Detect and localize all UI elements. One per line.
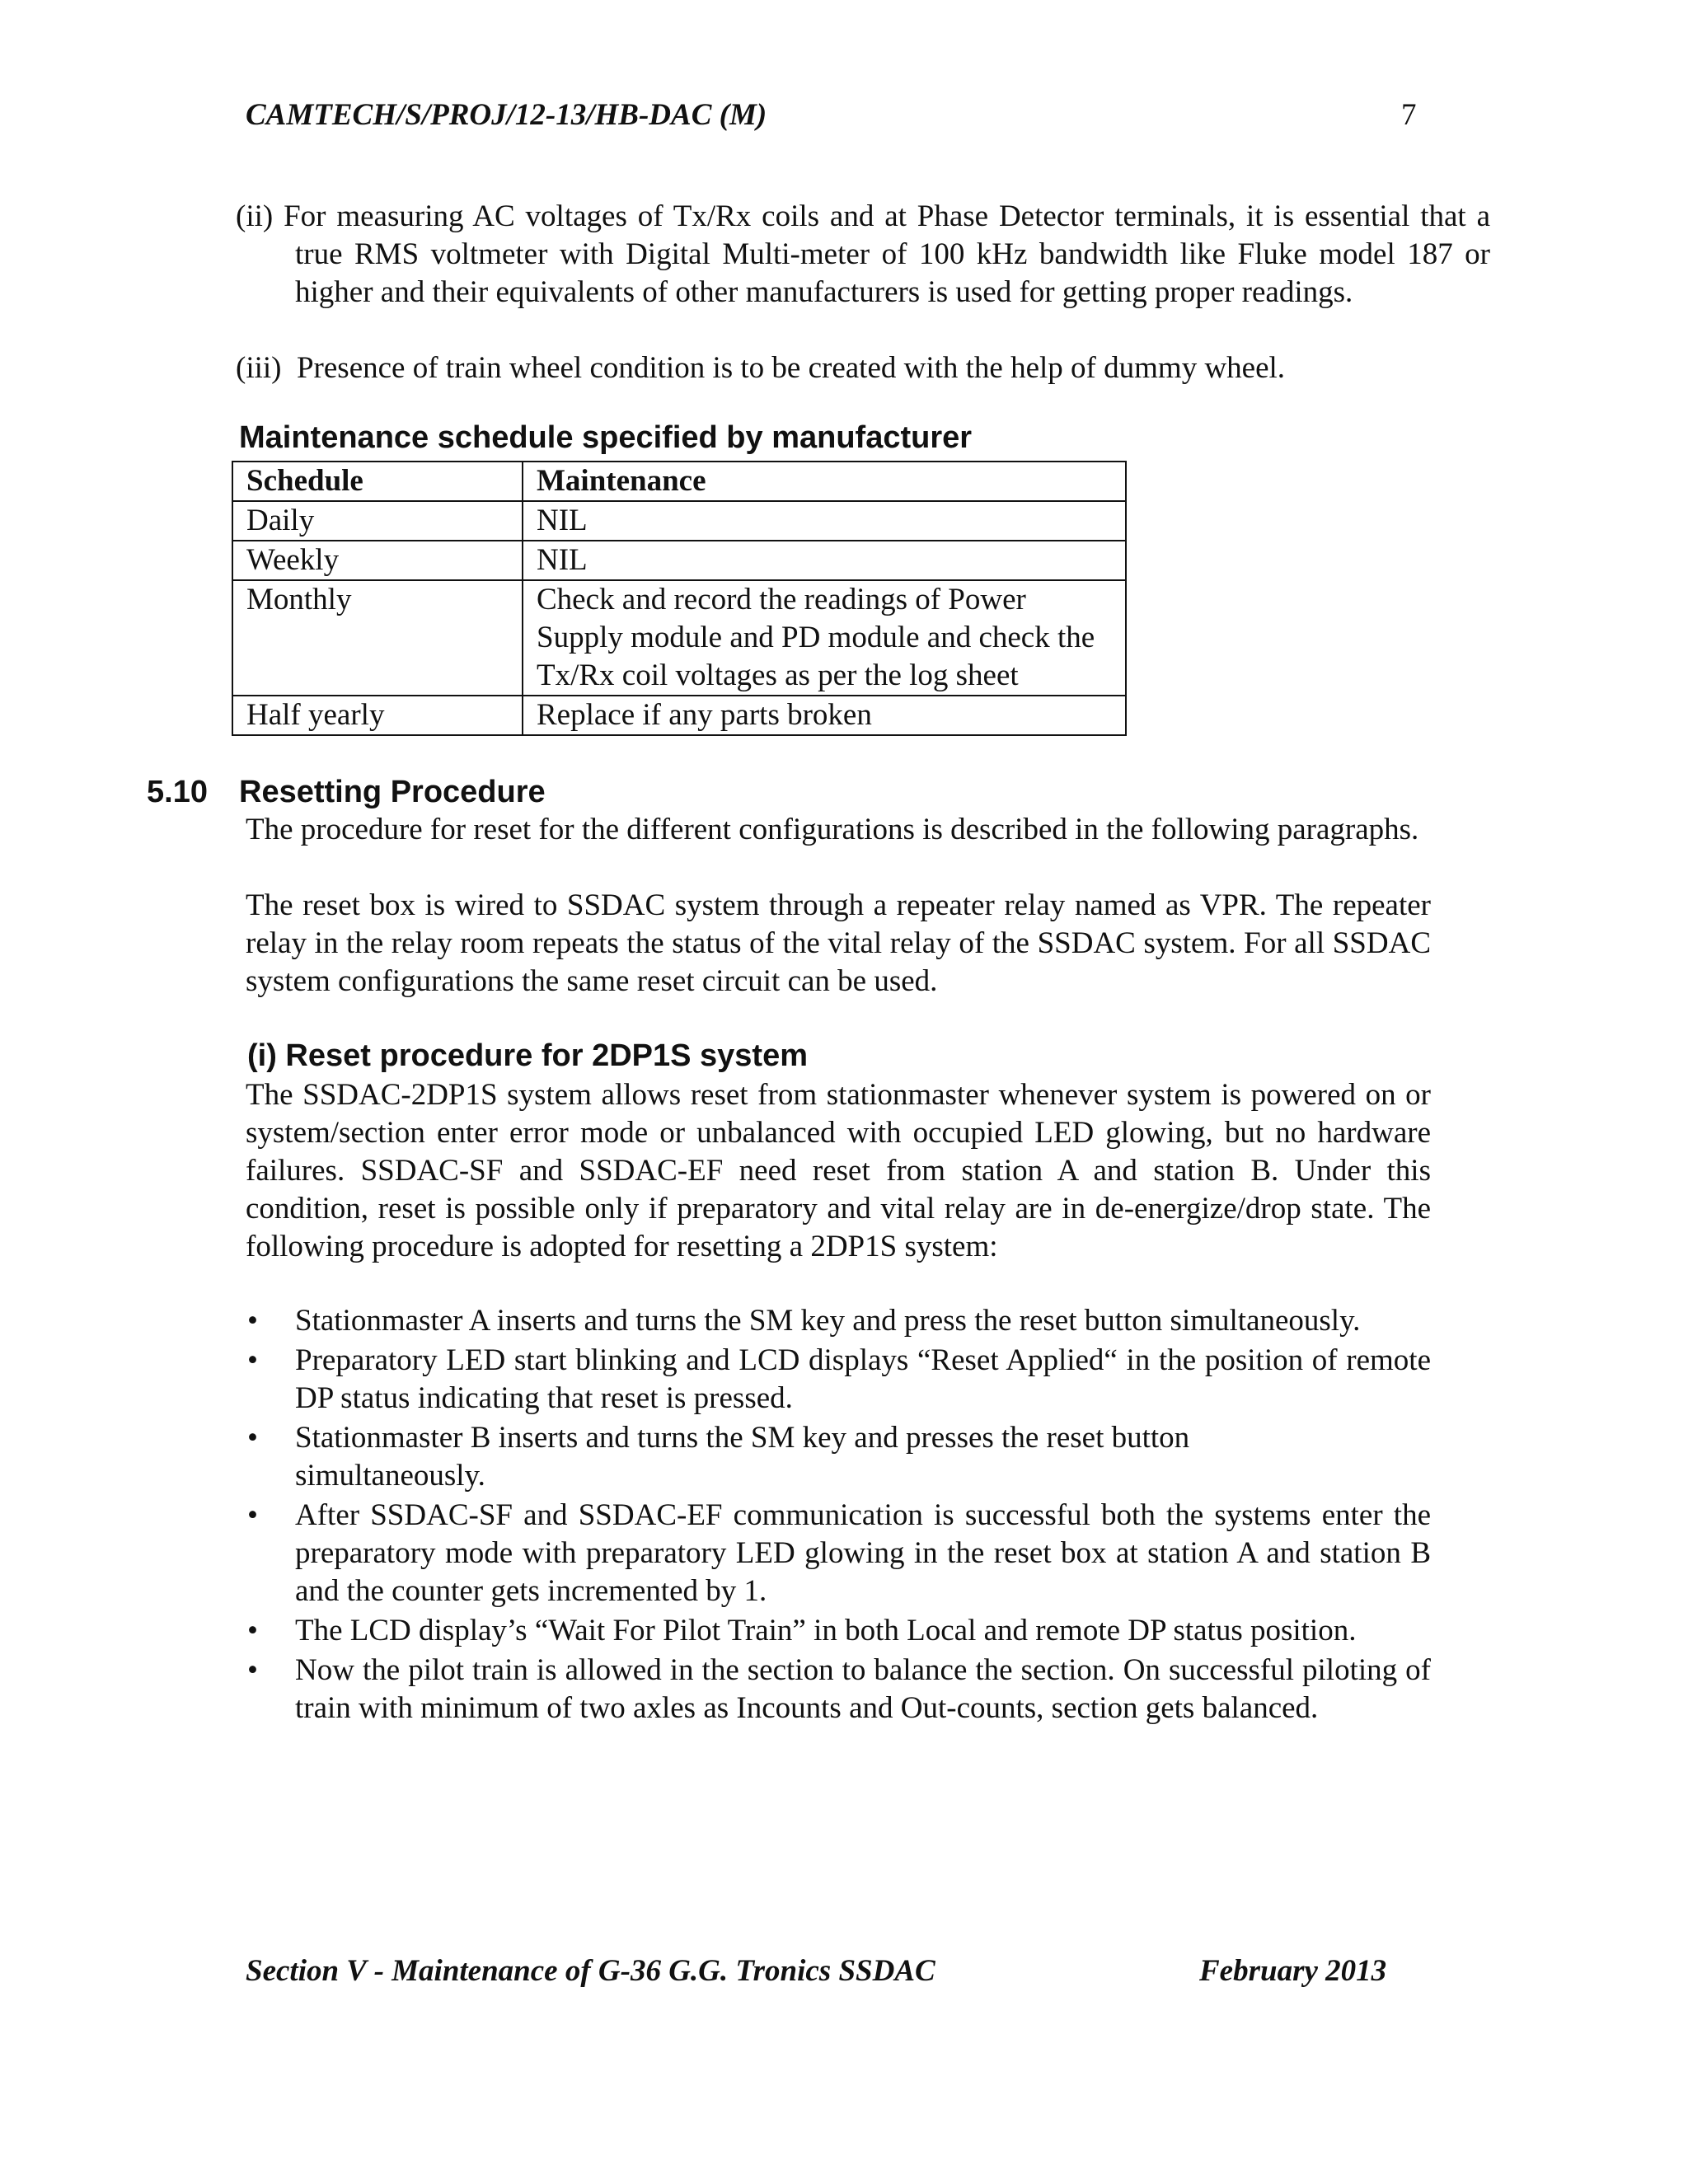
bullet-icon: • (247, 1653, 258, 1687)
list-item-text: Stationmaster A inserts and turns the SM key and press the reset button simultaneously. (295, 1304, 1361, 1338)
page-number: 7 (1401, 98, 1417, 132)
list-item-text: Stationmaster B inserts and turns the SM key and presses the reset button simultaneously. (295, 1421, 1190, 1493)
bullet-icon: • (247, 1343, 258, 1377)
section-title: Resetting Procedure (239, 775, 546, 809)
bullet-icon: • (247, 1498, 258, 1532)
bullet-icon: • (247, 1614, 258, 1647)
note-marker: (iii) (236, 351, 282, 385)
cell-schedule: Monthly (232, 580, 523, 696)
subsection-para: The SSDAC-2DP1S system allows reset from stationmaster whenever system is powered on or system/section enter error mode or unbalanced with occupied LED glowing, but no hardware failures. SSDAC-SF and SSDAC-EF need reset from station A and station B. Under this condition, reset is possible only if preparatory and vital relay are in de-energize/drop state. The following procedure is adopted for resetting a 2DP1S system: (246, 1078, 1431, 1263)
cell-maintenance: NIL (523, 501, 1126, 541)
bullet-icon: • (247, 1304, 258, 1338)
cell-schedule: Weekly (232, 541, 523, 580)
list-item-text: Preparatory LED start blinking and LCD displays “Reset Applied“ in the position of remote DP status indicating that reset is pressed. (295, 1343, 1431, 1415)
table-row (232, 696, 1126, 735)
bullet-icon: • (247, 1421, 258, 1455)
list-item (246, 1612, 1431, 1650)
note-text: Presence of train wheel condition is to be created with the help of dummy wheel. (296, 351, 1286, 385)
footer-date: February 2013 (1199, 1954, 1387, 1988)
list-item-text: The LCD display’s “Wait For Pilot Train” in both Local and remote DP status position. (295, 1614, 1357, 1647)
cell-schedule: Half yearly (232, 696, 523, 735)
table-header-row (232, 462, 1126, 501)
list-item-text: Now the pilot train is allowed in the section to balance the section. On successful piloting of train with minimum of two axles as Incounts and Out-counts, section gets balanced. (295, 1653, 1431, 1725)
table-row (232, 541, 1126, 580)
cell-maintenance: Check and record the readings of Power Supply module and PD module and check the Tx/Rx coil voltages as per the log sheet (523, 580, 1126, 696)
list-item (246, 1419, 1431, 1495)
list-item (246, 1302, 1431, 1340)
cell-maintenance: NIL (523, 541, 1126, 580)
note-text: For measuring AC voltages of Tx/Rx coils and at Phase Detector terminals, it is essential that a true RMS voltmeter with Digital Multi-meter of 100 kHz bandwidth like Fluke model 187 or higher and their equivalents of other manufacturers is used for getting proper readings. (284, 199, 1491, 309)
cell-schedule: Daily (232, 501, 523, 541)
section-number: 5.10 (147, 775, 208, 809)
footer-section: Section V - Maintenance of G-36 G.G. Tronics SSDAC (246, 1954, 935, 1988)
subsection-title: (i) Reset procedure for 2DP1S system (247, 1038, 809, 1073)
cell-maintenance: Replace if any parts broken (523, 696, 1126, 735)
list-item (246, 1342, 1431, 1418)
col-header-maintenance: Maintenance (523, 462, 1126, 501)
schedule-title: Maintenance schedule specified by manufacturer (239, 420, 973, 455)
section-intro: The procedure for reset for the different configurations is described in the following paragraphs. (246, 813, 1419, 846)
table-row (232, 501, 1126, 541)
list-item (246, 1497, 1431, 1610)
note-marker: (ii) (236, 199, 274, 233)
note-iii (236, 349, 1431, 387)
list-item (246, 1652, 1431, 1727)
header-doc-code: CAMTECH/S/PROJ/12-13/HB-DAC (M) (246, 98, 767, 132)
col-header-schedule: Schedule (232, 462, 523, 501)
schedule-table (232, 461, 1127, 736)
note-ii (236, 198, 1490, 312)
procedure-list (246, 1302, 1431, 1727)
section-para2: The reset box is wired to SSDAC system through a repeater relay named as VPR. The repeater relay in the relay room repeats the status of the vital relay of the SSDAC system. For all SSDAC system configurations the same reset circuit can be used. (246, 888, 1431, 998)
table-row (232, 580, 1126, 696)
list-item-text: After SSDAC-SF and SSDAC-EF communication is successful both the systems enter the preparatory mode with preparatory LED glowing in the reset box at station A and station B and the counter gets incremented by 1. (295, 1498, 1431, 1608)
